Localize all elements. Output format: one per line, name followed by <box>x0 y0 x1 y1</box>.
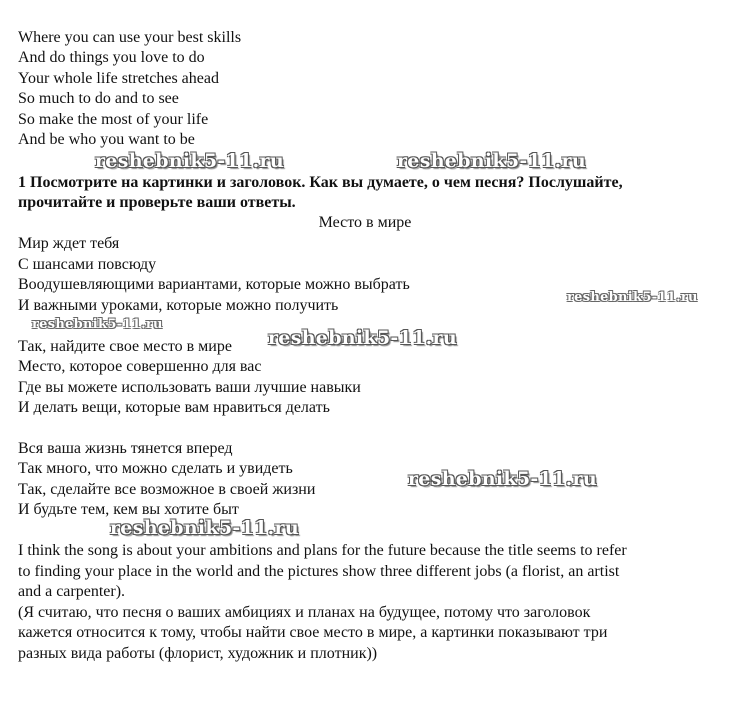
russian-lyric-line: С шансами повсюду <box>18 256 157 273</box>
english-lyric-line: So much to do and to see <box>18 90 179 107</box>
watermark: reshebnik5-11.ru <box>32 317 163 332</box>
english-lyric-line: And be who you want to be <box>18 131 195 148</box>
russian-lyric-line: Вся ваша жизнь тянется вперед <box>18 440 233 457</box>
answer-russian-line: (Я считаю, что песня о ваших амбициях и планах на будущее, потому что заголовок <box>18 604 591 621</box>
russian-lyric-line: Мир ждет тебя <box>18 235 120 252</box>
russian-lyric-line: Воодушевляющими вариантами, которые можно выбрать <box>18 276 410 293</box>
answer-english-line: to finding your place in the world and the pictures show three different jobs (a florist, an artist <box>18 563 620 580</box>
english-lyric-line: So make the most of your life <box>18 111 209 128</box>
russian-lyric-line: Где вы можете использовать ваши лучшие навыки <box>18 379 361 396</box>
watermark: reshebnik5-11.ru <box>408 468 597 490</box>
watermark: reshebnik5-11.ru <box>110 517 299 539</box>
song-title: Место в мире <box>318 214 412 231</box>
russian-lyric-line: Место, которое совершенно для вас <box>18 358 262 375</box>
russian-lyric-line: И будьте тем, кем вы хотите быт <box>18 501 239 518</box>
russian-lyric-line: И делать вещи, которые вам нравиться делать <box>18 399 330 416</box>
watermark: reshebnik5-11.ru <box>397 150 586 172</box>
russian-lyric-line: Так много, что можно сделать и увидеть <box>18 460 293 477</box>
russian-lyric-line: Так, сделайте все возможное в своей жизни <box>18 481 316 498</box>
answer-english-line: and a carpenter). <box>18 583 126 600</box>
answer-russian-line: кажется относится к тому, чтобы найти свое место в мире, а картинки показывают три <box>18 624 608 641</box>
answer-english-line: I think the song is about your ambitions and plans for the future because the title seems to refer <box>18 542 627 559</box>
watermark: reshebnik5-11.ru <box>95 150 284 172</box>
english-lyric-line: Where you can use your best skills <box>18 29 242 46</box>
watermark: reshebnik5-11.ru <box>567 290 698 305</box>
answer-russian-line: разных вида работы (флорист, художник и плотник)) <box>18 645 378 662</box>
english-lyric-line: Your whole life stretches ahead <box>18 70 219 87</box>
russian-lyric-line: Так, найдите свое место в мире <box>18 338 232 355</box>
task-heading-line: прочитайте и проверьте ваши ответы. <box>18 194 296 211</box>
english-lyric-line: And do things you love to do <box>18 49 205 66</box>
watermark: reshebnik5-11.ru <box>268 327 457 349</box>
russian-lyric-line: И важными уроками, которые можно получить <box>18 297 339 314</box>
task-heading-line: 1 Посмотрите на картинки и заголовок. Как вы думаете, о чем песня? Послушайте, <box>18 174 623 191</box>
